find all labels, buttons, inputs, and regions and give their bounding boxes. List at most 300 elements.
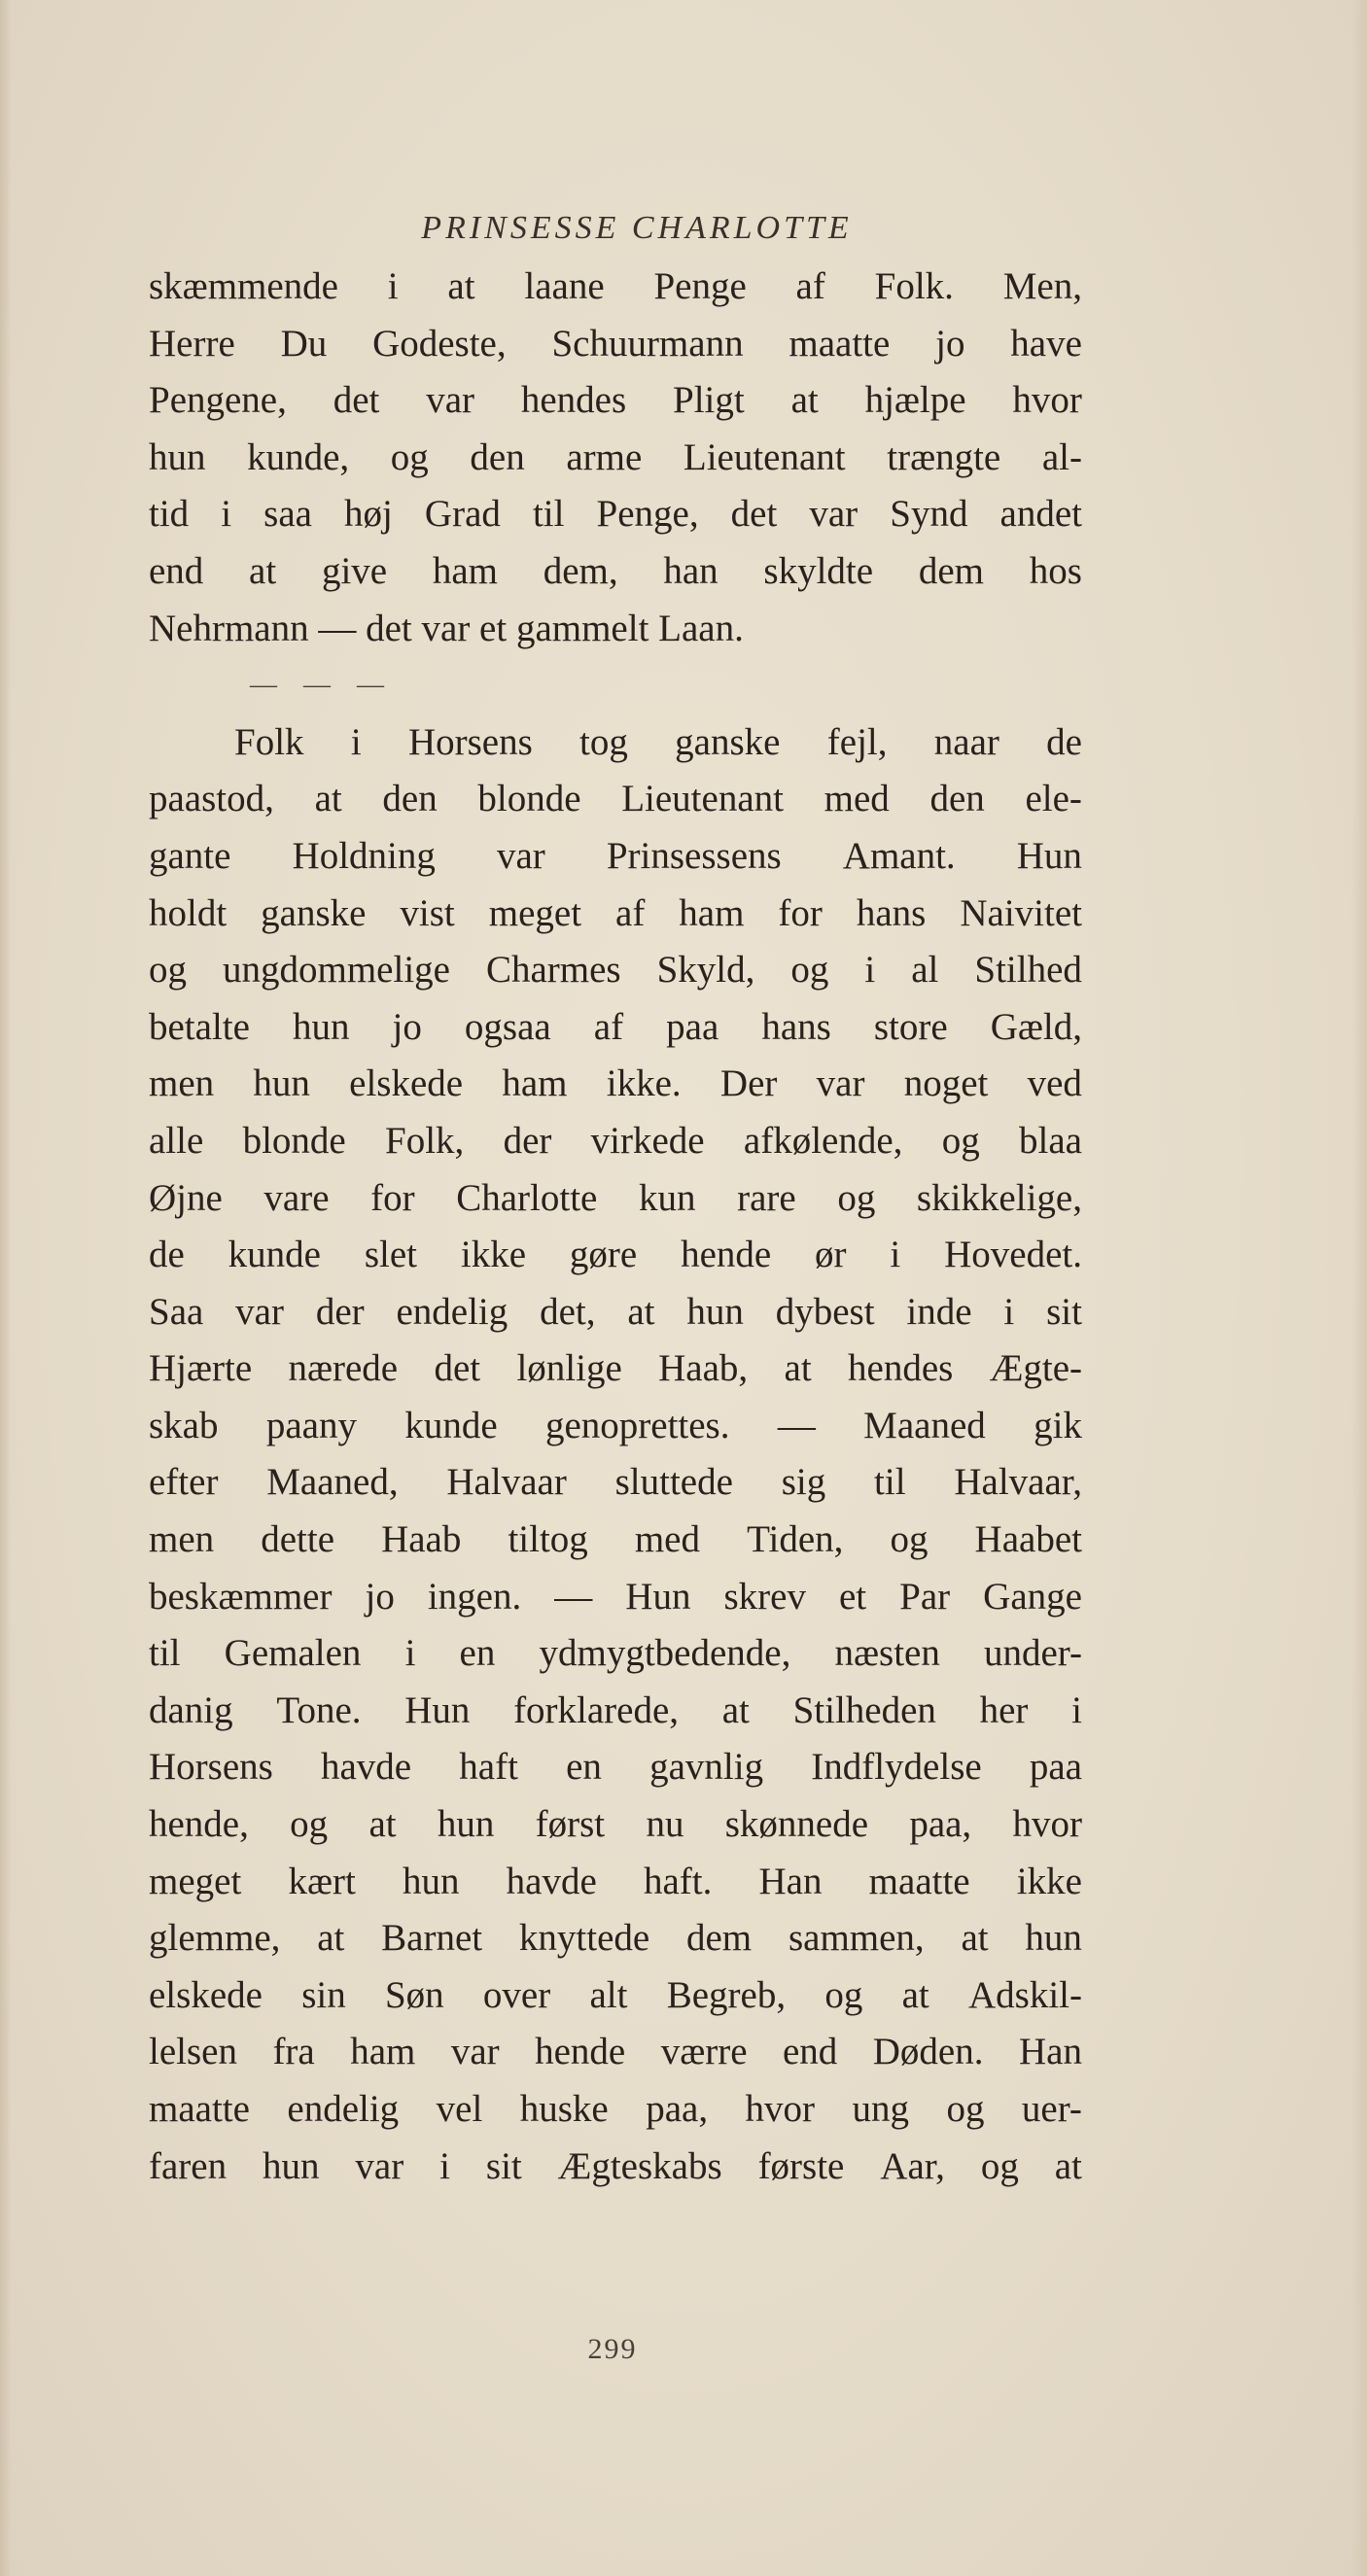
word: elskede: [349, 1062, 464, 1105]
text-line: [149, 714, 1082, 772]
word: hun: [263, 2144, 320, 2187]
word: for: [370, 1176, 415, 1219]
word: at: [1054, 2144, 1082, 2187]
word: den: [382, 778, 438, 820]
text-line: [149, 999, 1082, 1057]
word: vist: [400, 891, 455, 934]
word: skikkelige,: [916, 1176, 1082, 1219]
word: genoprettes.: [544, 1404, 730, 1446]
word: Hjærte: [149, 1347, 253, 1390]
word: ungdommelige: [223, 949, 450, 992]
word: Herre: [149, 322, 235, 365]
word: give: [321, 549, 388, 592]
word: ham: [502, 1062, 568, 1105]
word: inde: [906, 1290, 972, 1333]
word: slet: [364, 1234, 418, 1276]
word: —: [777, 1404, 816, 1446]
word: ganske: [675, 720, 781, 763]
word: glemme,: [149, 1917, 281, 1960]
word: værre: [660, 2031, 748, 2073]
text-line: [149, 259, 1082, 316]
text-line: [149, 1398, 1082, 1455]
word: ung: [852, 2088, 909, 2130]
word: hende: [681, 1234, 772, 1276]
word: nærede: [288, 1347, 399, 1390]
word: rare: [737, 1176, 796, 1219]
word: al-: [1041, 435, 1082, 478]
word: uer-: [1021, 2088, 1082, 2130]
word: den: [470, 435, 525, 478]
text-line: [149, 2081, 1082, 2139]
word: ogsaa: [464, 1005, 551, 1048]
word: Stilhed: [974, 949, 1082, 992]
word: haft: [459, 1746, 518, 1789]
word: Der: [719, 1062, 778, 1105]
word: alt: [589, 1973, 628, 2016]
word: Øjne: [149, 1176, 223, 1219]
word: hvor: [1012, 1803, 1082, 1846]
word: blonde: [477, 778, 581, 820]
word: ved: [1027, 1062, 1082, 1105]
word: Haabet: [974, 1518, 1082, 1561]
word: Saa: [149, 1290, 204, 1333]
word: høj: [344, 493, 393, 536]
word: ydmygtbedende,: [539, 1632, 791, 1675]
word: blaa: [1018, 1119, 1082, 1162]
word: paa,: [646, 2088, 709, 2130]
word: laane: [524, 265, 605, 307]
word: hos: [1029, 549, 1082, 592]
text-line: [149, 1739, 1082, 1796]
word: lønlige: [516, 1347, 622, 1390]
running-header: PRINSESSE CHARLOTTE: [421, 210, 853, 246]
word: Tiden,: [747, 1518, 844, 1561]
word: i: [350, 720, 362, 763]
word: Han: [758, 1860, 823, 1902]
word: end: [782, 2031, 838, 2073]
word: i: [387, 265, 399, 307]
word: Ægte-: [989, 1347, 1082, 1390]
word: naar: [933, 720, 999, 763]
word: saa: [263, 493, 312, 536]
text-line: [149, 1854, 1082, 1911]
word: ham: [432, 549, 498, 592]
word: maatte: [789, 322, 891, 365]
word: skrev: [723, 1575, 806, 1618]
page-edge-right: [1351, 0, 1367, 2576]
word: have: [1010, 322, 1082, 365]
word: Adskil-: [968, 1973, 1082, 2016]
text-line: [149, 1512, 1082, 1569]
word: Begreb,: [666, 1973, 787, 2016]
word: meget: [488, 891, 582, 934]
word: at: [317, 1917, 345, 1960]
word: Pengene,: [149, 379, 287, 422]
word: at: [790, 379, 819, 422]
word: sluttede: [614, 1461, 733, 1504]
word: med: [824, 778, 890, 820]
word: Skyld,: [656, 949, 755, 992]
word: at: [961, 1917, 989, 1960]
word: hans: [856, 891, 927, 934]
word: beskæmmer: [149, 1575, 333, 1618]
word: til: [874, 1461, 906, 1504]
word: Gange: [983, 1575, 1082, 1618]
word: men: [149, 1518, 215, 1561]
word: ikke.: [606, 1062, 682, 1105]
word: Halvaar,: [954, 1461, 1082, 1504]
word: var: [426, 379, 475, 422]
word: havde: [506, 1860, 597, 1902]
word: det: [333, 379, 380, 422]
word: og: [946, 2088, 985, 2130]
word: Gæld,: [990, 1005, 1082, 1048]
word: første: [757, 2144, 845, 2187]
page-number: 299: [587, 2333, 638, 2365]
word: jo: [392, 1005, 422, 1048]
word: sammen,: [788, 1917, 925, 1960]
text-line: [149, 1113, 1082, 1170]
word: Godeste,: [372, 322, 507, 365]
word: og: [980, 2144, 1019, 2187]
word: Indflydelse: [811, 1746, 982, 1789]
word: al: [911, 949, 939, 992]
text-line: [149, 828, 1082, 886]
word: og: [837, 1176, 876, 1219]
word: at: [721, 1688, 750, 1731]
word: haft.: [643, 1860, 713, 1902]
word: var: [235, 1290, 284, 1333]
word: dem,: [543, 549, 618, 592]
word: at: [447, 265, 475, 307]
word: sig: [781, 1461, 826, 1504]
word: Schuurmann: [551, 322, 744, 365]
word: sit: [485, 2144, 522, 2187]
word: han: [663, 549, 719, 592]
word: hun: [437, 1803, 495, 1846]
text-line: [149, 2024, 1082, 2081]
word: i: [1071, 1688, 1082, 1731]
word: tid: [149, 493, 190, 536]
word: ele-: [1025, 778, 1082, 820]
word: jo: [365, 1575, 395, 1618]
word: Lieutenant: [683, 435, 846, 478]
word: knyttede: [518, 1917, 650, 1960]
word: at: [368, 1803, 397, 1846]
word: havde: [321, 1746, 412, 1789]
word: betalte: [149, 1005, 250, 1048]
word: Halvaar: [446, 1461, 567, 1504]
word: faren: [149, 2144, 228, 2187]
word: forklarede,: [513, 1688, 680, 1731]
word: noget: [903, 1062, 989, 1105]
word: ham: [679, 891, 745, 934]
word: til: [532, 493, 565, 536]
word: gøre: [569, 1234, 638, 1276]
word: var: [496, 834, 545, 877]
word: kunde,: [247, 435, 350, 478]
word: ikke: [1016, 1860, 1082, 1902]
word: det: [730, 493, 778, 536]
word: Hun: [404, 1688, 471, 1731]
word: paa: [666, 1005, 719, 1048]
word: Lieutenant: [621, 778, 784, 820]
word: hun: [1025, 1917, 1082, 1960]
word: ganske: [261, 891, 367, 934]
word: kært: [288, 1860, 356, 1902]
word: Synd: [890, 493, 968, 536]
word: fra: [272, 2031, 315, 2073]
word: hvor: [745, 2088, 816, 2130]
word: hun: [292, 1005, 350, 1048]
word: under-: [983, 1632, 1082, 1675]
word: men: [149, 1062, 215, 1105]
text-line: [149, 1910, 1082, 1967]
word: blonde: [242, 1119, 346, 1162]
word: maatte: [868, 1860, 970, 1902]
word: Folk: [234, 720, 304, 763]
word: tog: [579, 720, 628, 763]
word: afkølende,: [743, 1119, 903, 1162]
word: vel: [436, 2088, 483, 2130]
word: en: [566, 1746, 602, 1789]
word: hendes: [520, 379, 627, 422]
word: endelig: [287, 2088, 400, 2130]
word: her: [979, 1688, 1029, 1731]
word: store: [873, 1005, 948, 1048]
word: Prinsessens: [606, 834, 782, 877]
word: de: [149, 1234, 185, 1276]
word: for: [778, 891, 823, 934]
word: hans: [761, 1005, 831, 1048]
word: efter: [149, 1461, 219, 1504]
word: Hun: [1016, 834, 1082, 877]
word: dette: [261, 1518, 335, 1561]
text-line: [149, 2139, 1082, 2196]
word: Holdning: [292, 834, 436, 877]
word: ham: [350, 2031, 416, 2073]
word: endelig: [396, 1290, 508, 1333]
word: i: [864, 949, 876, 992]
word: Aar,: [880, 2144, 945, 2187]
text-line: [149, 1625, 1082, 1683]
text-line: [149, 1227, 1082, 1284]
word: Pligt: [673, 379, 745, 422]
word: de: [1046, 720, 1082, 763]
text-line: [149, 372, 1082, 430]
word: dem: [686, 1917, 753, 1960]
word: i: [1003, 1290, 1015, 1333]
word: med: [634, 1518, 700, 1561]
text-line: [149, 430, 1082, 487]
word: paa,: [909, 1803, 972, 1846]
word: der: [503, 1119, 552, 1162]
word: Naivitet: [960, 891, 1082, 934]
word: var: [355, 2144, 404, 2187]
word: sit: [1046, 1290, 1082, 1333]
word: i: [890, 1234, 901, 1276]
word: hvor: [1012, 379, 1082, 422]
word: den: [929, 778, 985, 820]
word: Hun: [625, 1575, 691, 1618]
word: dem: [918, 549, 984, 592]
word: jo: [935, 322, 965, 365]
word: gavnlig: [649, 1746, 764, 1789]
text-line: [149, 942, 1082, 999]
word: kunde: [404, 1404, 498, 1446]
text-line: [149, 543, 1082, 601]
word: og: [824, 1973, 863, 2016]
text-line: [149, 1170, 1082, 1228]
word: der: [315, 1290, 365, 1333]
word: at: [627, 1290, 655, 1333]
word: Men,: [1002, 265, 1082, 307]
word: i: [221, 493, 232, 536]
word: hun: [253, 1062, 310, 1105]
word: i: [439, 2144, 450, 2187]
word: og: [390, 435, 429, 478]
text-line: [149, 1569, 1082, 1626]
word: arme: [566, 435, 643, 478]
word: af: [795, 265, 825, 307]
text-line: [149, 316, 1082, 373]
word: hende: [535, 2031, 626, 2073]
text-line: [149, 1284, 1082, 1341]
text-line: [149, 886, 1082, 943]
word: skønnede: [724, 1803, 869, 1846]
word: og: [290, 1803, 329, 1846]
word: hun: [402, 1860, 460, 1902]
word: andet: [999, 493, 1082, 536]
word: Horsens: [407, 720, 533, 763]
word: danig: [149, 1688, 233, 1731]
word: Søn: [384, 1973, 444, 2016]
word: Døden.: [872, 2031, 984, 2073]
word: Maaned: [863, 1404, 986, 1446]
word: i: [404, 1632, 416, 1675]
word: paastod,: [149, 778, 274, 820]
word: Charlotte: [456, 1176, 598, 1219]
word: fejl,: [826, 720, 888, 763]
word: og: [890, 1518, 929, 1561]
word: kun: [638, 1176, 696, 1219]
word: Ægteskabs: [557, 2144, 722, 2187]
word: sin: [301, 1973, 346, 2016]
word: end: [149, 549, 204, 592]
word: alle: [149, 1119, 204, 1162]
word: Haab: [381, 1518, 462, 1561]
word: skyldte: [763, 549, 874, 592]
word: hun: [149, 435, 206, 478]
word: næsten: [834, 1632, 940, 1675]
word: —: [554, 1575, 593, 1618]
word: dybest: [775, 1290, 875, 1333]
word: holdt: [149, 891, 228, 934]
text-line: Nehrmann — det var et gammelt Laan.: [149, 607, 744, 649]
text-line: [149, 1454, 1082, 1512]
word: gante: [149, 834, 231, 877]
word: ikke: [460, 1234, 527, 1276]
word: et: [838, 1575, 867, 1618]
word: Han: [1018, 2031, 1082, 2073]
word: hende,: [149, 1803, 249, 1846]
word: meget: [149, 1860, 242, 1902]
word: Stilheden: [792, 1688, 936, 1731]
word: hendes: [848, 1347, 954, 1390]
word: paany: [265, 1404, 357, 1446]
word: og: [941, 1119, 980, 1162]
word: af: [593, 1005, 624, 1048]
word: at: [314, 778, 342, 820]
word: Charmes: [485, 949, 621, 992]
section-separator: — — —: [250, 670, 394, 701]
word: Par: [899, 1575, 951, 1618]
text-line: [149, 1967, 1082, 2025]
word: elskede: [149, 1973, 263, 2016]
word: Amant.: [842, 834, 956, 877]
word: kunde: [228, 1234, 321, 1276]
word: Folk,: [385, 1119, 465, 1162]
word: Penge: [653, 265, 747, 307]
word: Maaned,: [266, 1461, 399, 1504]
word: Du: [280, 322, 328, 365]
word: gik: [1034, 1404, 1082, 1446]
word: ør: [815, 1234, 847, 1276]
text-line: [149, 1340, 1082, 1398]
word: først: [535, 1803, 606, 1846]
word: ingen.: [427, 1575, 522, 1618]
word: af: [615, 891, 646, 934]
word: og: [790, 949, 829, 992]
word: lelsen: [149, 2031, 237, 2073]
text-line: [149, 771, 1082, 828]
page-edge-left: [0, 0, 12, 2576]
word: Tone.: [276, 1688, 362, 1731]
word: skæmmende: [149, 265, 338, 307]
word: det,: [540, 1290, 596, 1333]
word: huske: [519, 2088, 609, 2130]
word: maatte: [149, 2088, 250, 2130]
body-text: [149, 259, 1082, 2195]
word: var: [809, 493, 859, 536]
text-line: [149, 1796, 1082, 1854]
word: var: [816, 1062, 865, 1105]
word: paa: [1029, 1746, 1082, 1789]
word: tiltog: [508, 1518, 588, 1561]
text-line: [149, 1683, 1082, 1740]
text-line: [149, 1056, 1082, 1113]
word: det: [434, 1347, 481, 1390]
word: og: [149, 949, 187, 992]
word: Folk.: [874, 265, 954, 307]
word: hun: [686, 1290, 744, 1333]
word: at: [249, 549, 277, 592]
word: Horsens: [149, 1746, 273, 1789]
word: at: [901, 1973, 929, 2016]
word: nu: [646, 1803, 684, 1846]
word: en: [459, 1632, 496, 1675]
word: virkede: [590, 1119, 705, 1162]
word: Hovedet.: [944, 1234, 1082, 1276]
word: hjælpe: [864, 379, 966, 422]
word: til: [149, 1632, 181, 1675]
word: skab: [149, 1404, 219, 1446]
word: Gemalen: [224, 1632, 362, 1675]
word: over: [482, 1973, 551, 2016]
word: var: [450, 2031, 500, 2073]
word: Grad: [424, 493, 501, 536]
word: vare: [263, 1176, 330, 1219]
